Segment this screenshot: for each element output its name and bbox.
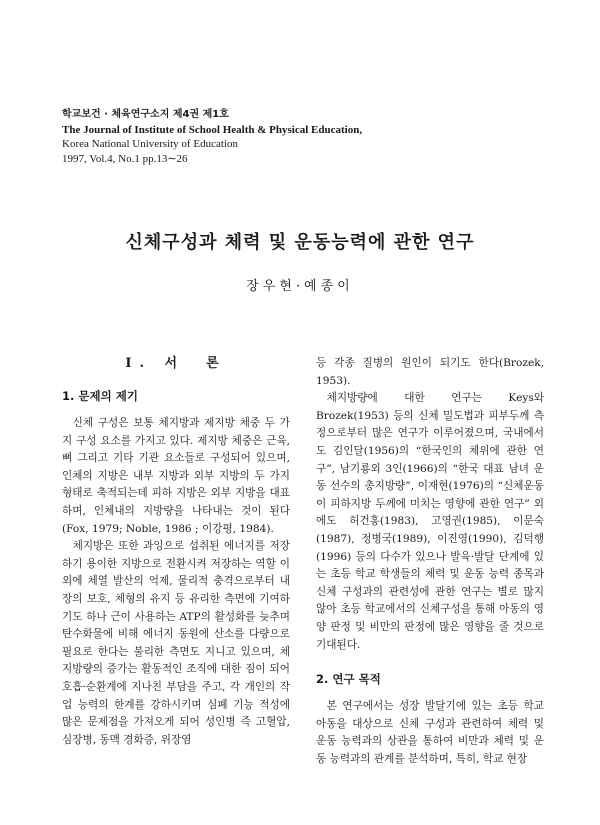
paragraph: 체지방은 또한 과잉으로 섭취된 에너지를 저장하기 용이한 지방으로 전환시켜 저장하는 역할 이외에 체열 발산의 억제, 물리적 충격으로부터 내장의 보호, 체형의 유지 등 유리한 측면에 기여하기도 하나 근이 사용하는 ATP의 활성화를 늦추며 탄수화물에 비해 에너지 동원에 산소를 다량으로 필요로 한다는 불리한 측면도 지니고 있으며, 체지방량의 증가는 활동적인 조직에 대한 짐이 되어 호흡·순환계에 지나친 부담을 주고, 각 개인의 작업 능력의 한계를 강하시키며 심폐 기능 적성에 많은 문제점을 가져오게 되어 성인병 즉 고혈압, 심장병, 동맥 경화증, 위장염 — [62, 540, 290, 746]
journal-title-english: The Journal of Institute of School Health & Physical Education, — [62, 123, 363, 136]
right-column — [316, 355, 544, 768]
left-column — [62, 355, 290, 749]
journal-header — [62, 108, 362, 166]
paper-title: 신체구성과 체력 및 운동능력에 관한 연구 — [125, 232, 475, 253]
subheading-research-purpose: 2. 연구 목적 — [316, 672, 381, 687]
paragraph-continuation: 등 각종 질병의 원인이 되기도 한다(Brozek, 1953). — [316, 357, 544, 387]
paragraph: 본 연구에서는 성장 발달기에 있는 초등 학교 아동을 대상으로 신체 구성과 관련하여 체력 및 운동 능력과의 상관을 통하여 비만과 체력 및 운동 능력과의 관계를 분석하며, 특히, 학교 현장 — [316, 700, 544, 765]
university-name: Korea National University of Education — [62, 138, 238, 150]
citation-info: 1997, Vol.4, No.1 pp.13∼26 — [62, 152, 188, 165]
subheading-problem-statement: 1. 문제의 제기 — [62, 389, 138, 403]
section-heading-introduction: Ⅰ. 서 론 — [125, 356, 227, 371]
paper-authors: 장우현·예종이 — [246, 279, 354, 294]
journal-title-korean: 학교보건 · 체육연구소지 제4권 제1호 — [62, 109, 229, 120]
paragraph: 체지방량에 대한 연구는 Keys와 Brozek(1953) 등의 신체 밀도법과 피부두께 측정으로부터 많은 연구가 이루어졌으며, 국내에서도 김인달(1956)의 “한국인의 체위에 관한 연구”, 남기룡외 3인(1966)의 “한국 대표 남녀 운동 선수의 총지방량”, 이재현(1976)의 “신체운동이 피하지방 두께에 미치는 영향에 관한 연구” 외에도 허건홍(1983), 고영권(1985), 이문숙(1987), 정병국(1989), 이진영(1990), 김덕행(1996) 등의 다수가 있으나 발육·발달 단계에 있는 초등 학교 학생들의 체력 및 운동 능력 종목과 신체 구성과의 관련성에 관한 연구는 별로 많지 않아 초등 학교에서의 신체구성을 통해 아동의 영양 판정 및 비만의 판정에 많은 영향을 줄 것으로 기대된다. — [316, 392, 544, 651]
paragraph: 신체 구성은 보통 체지방과 제지방 체중 두 가지 구성 요소를 가지고 있다. 제지방 체중은 근육, 뼈 그리고 기타 기관 요소들로 구성되어 있으며, 인체의 지방은 내부 지방과 외부 지방의 두 가지 형태로 축적되는데 피하 지방은 외부 지방을 대표하며, 인체내의 지방량을 나타내는 것이 된다(Fox, 1979; Noble, 1986 ; 이강평, 1984). — [62, 417, 290, 535]
